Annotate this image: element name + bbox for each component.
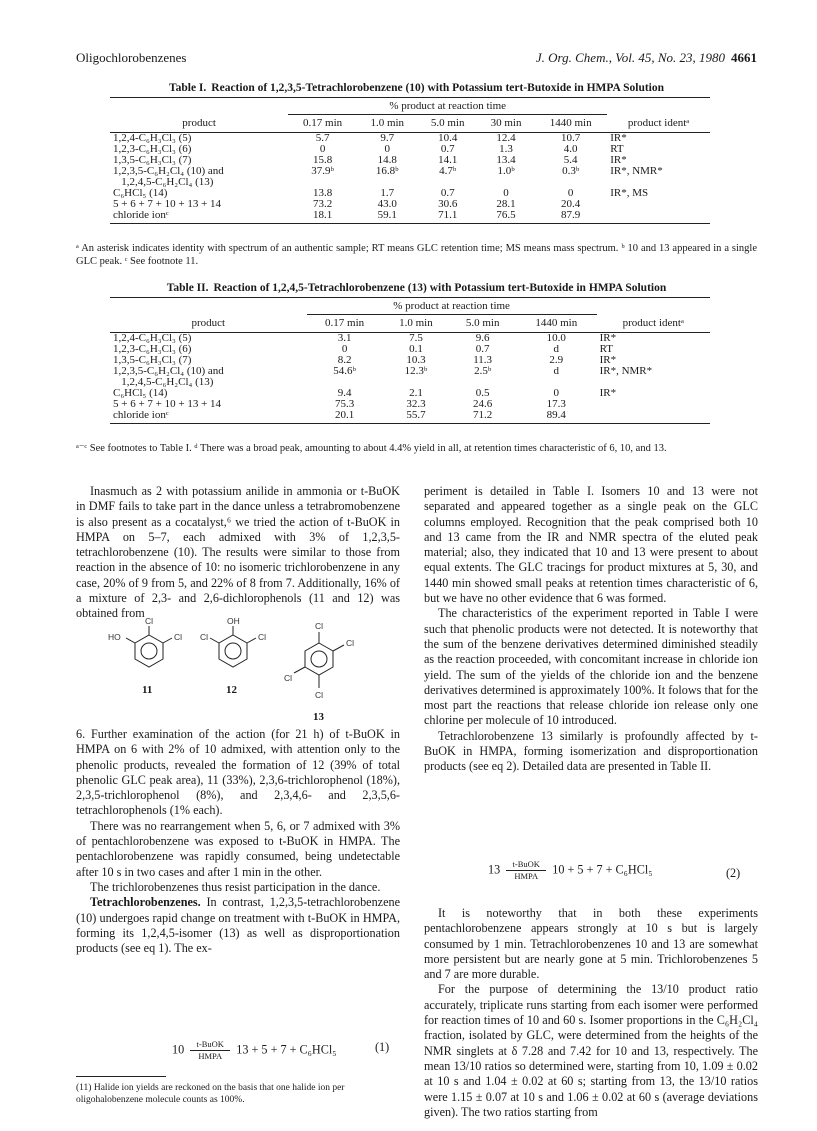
column-header-time: 1440 min bbox=[516, 315, 597, 333]
eq2-products: 10 + 5 + 7 + C₆HCl₅ bbox=[552, 862, 653, 877]
column-header-ident: product identᵃ bbox=[607, 115, 710, 133]
cell-ident: RT bbox=[610, 143, 624, 155]
right-column-top bbox=[424, 484, 758, 775]
cell-value: 10.0 bbox=[546, 332, 566, 344]
table2-title: Reaction of 1,2,4,5-Tetrachlorobenzene (13) with Potassium tert-Butoxide in HMPA Solution bbox=[213, 282, 667, 294]
cell-value: 0 bbox=[553, 387, 560, 399]
cell-value: 14.8 bbox=[377, 154, 397, 166]
column-header-time: 0.17 min bbox=[288, 115, 357, 133]
cell-value: 5.4 bbox=[563, 154, 578, 166]
benzene-ring-11 bbox=[135, 635, 163, 667]
running-head-right bbox=[536, 50, 757, 66]
equation-1 bbox=[172, 1040, 337, 1061]
cell-value: 37.9ᵇ bbox=[311, 165, 334, 177]
cell-product: 1,2,3,5-C₆H₂Cl₄ (10) and bbox=[113, 165, 224, 177]
aromatic-circle bbox=[225, 643, 241, 659]
cell-ident bbox=[597, 410, 710, 424]
eq1-products: 13 + 5 + 7 + C₆HCl₅ bbox=[236, 1042, 337, 1057]
cell-value: 0 bbox=[341, 343, 348, 355]
cell-value: 7.5 bbox=[409, 332, 423, 344]
cell-ident: IR* bbox=[610, 132, 627, 144]
table-row bbox=[110, 199, 710, 210]
atom-label: Cl bbox=[315, 690, 324, 700]
paragraph-text: In contrast, 1,2,3,5-tetrachlorobenzene (10) undergoes rapid change on treatment with t-BuOK in HMPA, forming its 1,2,4,5-isomer (13) as well as disproportionation products (see eq 1). The ex- bbox=[76, 895, 400, 956]
cell-value: 0.7 bbox=[440, 187, 455, 199]
column-header-time: 1.0 min bbox=[383, 315, 450, 333]
equation-1-number: (1) bbox=[375, 1040, 390, 1054]
cell-value: 0.1 bbox=[409, 343, 423, 355]
cell-value: 13.4 bbox=[496, 154, 516, 166]
cell-value: 2.1 bbox=[409, 387, 423, 399]
cell-value: 87.9 bbox=[534, 210, 607, 224]
cell-value: 20.1 bbox=[307, 410, 383, 424]
cell-value: 76.5 bbox=[478, 210, 534, 224]
aromatic-circle bbox=[141, 643, 157, 659]
column-header-ident: product identᵃ bbox=[597, 315, 710, 333]
span-header: % product at reaction time bbox=[307, 300, 597, 315]
cell-value: 71.2 bbox=[449, 410, 516, 424]
column-header-time: 30 min bbox=[478, 115, 534, 133]
left-column-top bbox=[76, 484, 400, 622]
cell-product: 1,2,3,5-C₆H₂Cl₄ (10) and bbox=[113, 365, 224, 377]
cell-value: 5.7 bbox=[315, 132, 330, 144]
cell-value: 32.3 bbox=[406, 398, 426, 410]
cell-ident: IR*, MS bbox=[610, 187, 649, 199]
table2 bbox=[110, 297, 710, 424]
cell-value: 0 bbox=[384, 143, 390, 155]
cell-ident: IR*, NMR* bbox=[599, 365, 653, 377]
blank-header bbox=[607, 100, 710, 115]
right-column-bottom bbox=[424, 906, 758, 1120]
cell-value: d bbox=[553, 365, 560, 377]
cell-value: 9.7 bbox=[380, 132, 395, 144]
blank-header bbox=[110, 100, 288, 115]
paragraph: There was no rearrangement when 5, 6, or 7 admixed with 3% of pentachlorobenzene was exposed to t-BuOK in HMPA. The pentachlorobenzene was rapidly consumed, being undetectable after 10 s in two cases and after 1 min in the other. bbox=[76, 818, 400, 879]
eq2-reactant: 13 bbox=[488, 862, 501, 877]
cell-value: 14.1 bbox=[438, 154, 458, 166]
equation-2-number: (2) bbox=[726, 866, 741, 880]
cell-product: 1,3,5-C₆H₃Cl₃ (7) bbox=[113, 354, 192, 366]
cell-value: 10.7 bbox=[561, 132, 581, 144]
arrow-below: HMPA bbox=[514, 871, 539, 881]
table2-number: Table II. bbox=[166, 282, 209, 294]
table-row bbox=[110, 210, 710, 224]
atom-label: HO bbox=[108, 632, 121, 642]
atom-label: Cl bbox=[174, 632, 183, 642]
atom-label: Cl bbox=[200, 632, 209, 642]
cell-value: 4.7ᵇ bbox=[439, 165, 457, 177]
cell-product: chloride ionᶜ bbox=[110, 410, 307, 424]
cell-value: 71.1 bbox=[417, 210, 477, 224]
blank-header bbox=[110, 300, 307, 315]
paragraph: Inasmuch as 2 with potassium anilide in ammonia or t-BuOK in DMF fails to take part in the dance unless a tetrabromobenzene is also present as a cocatalyst,⁶ we tried the action of t-BuOK in HMPA on 5–7, each admixed with 3% of 1,2,3,5-tetrachlorobenzene (10). The results were similar to those from reaction in the absence of 10: no isomeric trichlorobenzene in any case, 20% of 9 from 5, and 22% of 8 from 7. Additionally, 16% of a mixture of 2,3- and 2,6-dichlorophenols (11 and 12) was obtained from bbox=[76, 484, 400, 621]
footnote-11: (11) Halide ion yields are reckoned on the basis that one halide ion per oligohalobenzene molecule counts as 100%. bbox=[76, 1083, 345, 1105]
cell-product: 1,2,4-C₆H₃Cl₃ (5) bbox=[113, 332, 192, 344]
column-header-product: product bbox=[110, 315, 307, 333]
cell-value: 9.6 bbox=[475, 332, 490, 344]
compound-label-12: 12 bbox=[226, 684, 237, 696]
cell-value: 17.3 bbox=[546, 398, 566, 410]
cell-value: 75.3 bbox=[334, 398, 355, 410]
cell-value: 0.7 bbox=[475, 343, 490, 355]
benzene-ring-13 bbox=[305, 643, 333, 675]
table1 bbox=[110, 97, 710, 224]
table2-footnote: ᵃ⁻ᶜ See footnotes to Table I. ᵈ There was a broad peak, amounting to about 4.4% yield in all, at retention times characteristic of 6, 10, and 13. bbox=[76, 443, 667, 454]
atom-label: Cl bbox=[258, 632, 267, 642]
cell-ident bbox=[607, 210, 710, 224]
cell-value: d bbox=[553, 343, 560, 355]
cell-ident: IR*, NMR* bbox=[610, 165, 663, 177]
cell-ident bbox=[607, 199, 710, 210]
cell-value: 20.4 bbox=[561, 198, 581, 210]
cell-ident: IR* bbox=[599, 332, 617, 344]
atom-label: OH bbox=[227, 616, 240, 626]
arrow-above: t-BuOK bbox=[512, 859, 540, 869]
cell-ident: IR* bbox=[599, 387, 617, 399]
column-header-time: 5.0 min bbox=[449, 315, 516, 333]
cell-value: 89.4 bbox=[516, 410, 597, 424]
table1-caption bbox=[76, 82, 757, 94]
eq1-reactant: 10 bbox=[172, 1042, 185, 1057]
cell-value: 2.9 bbox=[549, 354, 564, 366]
journal-citation: J. Org. Chem., Vol. 45, No. 23, 1980 bbox=[535, 50, 725, 65]
reaction-arrow bbox=[506, 860, 546, 881]
table1-number: Table I. bbox=[168, 82, 207, 94]
cell-value: 12.3ᵇ bbox=[404, 365, 428, 377]
compound-label-11: 11 bbox=[142, 684, 153, 696]
column-header-time: 5.0 min bbox=[417, 115, 477, 133]
benzene-ring-12 bbox=[219, 635, 247, 667]
span-header: % product at reaction time bbox=[288, 100, 607, 115]
cell-value: 11.3 bbox=[473, 354, 493, 366]
table-row bbox=[110, 410, 710, 424]
atom-label: Cl bbox=[315, 621, 324, 631]
page-number: 4661 bbox=[731, 50, 757, 65]
cell-value: 73.2 bbox=[312, 198, 333, 210]
cell-value: 12.4 bbox=[496, 132, 516, 144]
cell-product: 1,2,4-C₆H₃Cl₃ (5) bbox=[113, 132, 192, 144]
equation-2 bbox=[488, 860, 653, 881]
cell-value: 0 bbox=[319, 143, 326, 155]
reaction-arrow bbox=[190, 1040, 230, 1061]
table1-title: Reaction of 1,2,3,5-Tetrachlorobenzene (10) with Potassium tert-Butoxide in HMPA Solution bbox=[211, 82, 665, 94]
cell-product: C₆HCl₅ (14) bbox=[113, 387, 168, 399]
cell-value: 18.1 bbox=[288, 210, 357, 224]
cell-value: 30.6 bbox=[438, 198, 458, 210]
blank-header bbox=[597, 300, 710, 315]
cell-value: 3.1 bbox=[337, 332, 352, 344]
cell-value: 54.6ᵇ bbox=[333, 365, 356, 377]
cell-value: 10.4 bbox=[438, 132, 458, 144]
cell-value: 15.8 bbox=[312, 154, 333, 166]
cell-product: 1,3,5-C₆H₃Cl₃ (7) bbox=[113, 154, 192, 166]
cell-value: 1.7 bbox=[380, 187, 395, 199]
atom-label: Cl bbox=[145, 616, 154, 626]
paragraph: For the purpose of determining the 13/10 product ratio accurately, triplicate runs starting from each isomer were performed for reaction times of 10 and 60 s. Isomer proportions in the C₆H₂Cl₄ fraction, isolated by GLC, were determined from the heights of the NMR singlets at δ 7.28 and 7.42 for 10 and 13, respectively. The mean 13/10 ratios so determined were, starting from 10, 1.09 ± 0.02 at 10 s and 1.04 ± 0.02 at 60 s; starting from 13, the 13/10 ratios were 1.15 ± 0.07 at 10 s and 1.06 ± 0.02 at 60 s (average deviations given). The two ratios starting from bbox=[424, 982, 758, 1119]
running-head-left: Oligochlorobenzenes bbox=[76, 50, 187, 65]
column-header-time: 1440 min bbox=[534, 115, 607, 133]
paragraph: 6. Further examination of the action (for 21 h) of t-BuOK in HMPA on 6 with 2% of 10 admixed, with attention only to the phenolic products, revealed the formation of 12 (39% of total phenolic GLC peak area), 11 (33%), 2,3,6-trichlorophenol (18%), 2,3,5-trichlorophenol (8%), and 2,3,4,6- and 2,3,5,6-tetrachlorophenols (1% each). bbox=[76, 727, 400, 818]
cell-value: 0 bbox=[503, 187, 509, 199]
cell-value: 16.8ᵇ bbox=[375, 165, 399, 177]
cell-value: 9.4 bbox=[337, 387, 352, 399]
cell-value: 13.8 bbox=[312, 187, 333, 199]
cell-ident bbox=[597, 399, 710, 410]
cell-value: 55.7 bbox=[383, 410, 450, 424]
cell-value: 0.3ᵇ bbox=[562, 165, 580, 177]
arrow-below: HMPA bbox=[198, 1051, 223, 1061]
table1-footnote: ᵃ An asterisk indicates identity with spectrum of an authentic sample; RT means GLC retention time; MS means mass spectrum. ᵇ 10 and 13 appeared in a single GLC peak. ᶜ See footnote 11. bbox=[76, 243, 757, 267]
atom-label: Cl bbox=[284, 673, 293, 683]
column-header-time: 0.17 min bbox=[307, 315, 383, 333]
paragraph: It is noteworthy that in both these experiments pentachlorobenzene appears strongly at 10 s but is largely consumed by 1 min. Tetrachlorobenzenes 10 and 13 are somewhat more persistent but are nearly gone at 5 min. Trichlorobenzenes 5 and 7 are more durable. bbox=[424, 906, 758, 982]
column-header-time: 1.0 min bbox=[357, 115, 417, 133]
table2-caption bbox=[76, 282, 757, 294]
atom-label: Cl bbox=[346, 638, 355, 648]
cell-value: 1.0ᵇ bbox=[497, 165, 515, 177]
cell-value: 2.5ᵇ bbox=[474, 365, 492, 377]
cell-value: 0 bbox=[567, 187, 574, 199]
cell-product: 1,2,4,5-C₆H₂Cl₄ (13) bbox=[113, 176, 214, 188]
cell-value: 28.1 bbox=[496, 198, 516, 210]
cell-product: chloride ionᶜ bbox=[110, 210, 288, 224]
paragraph: The characteristics of the experiment reported in Table I were such that phenolic products were not detected. It is noteworthy that the sum of the benzene derivatives determined diminished steadily as the reaction proceeded, with concomitant increase in chloride ion yield. The sum of the yields of the chloride ion and the benzene derivatives determined is approximately 100%. It folows that for the most part the reactions that release chloride ion release only one chlorine per molecule of 10 introduced. bbox=[424, 606, 758, 728]
section-heading: Tetrachlorobenzenes. bbox=[90, 895, 201, 910]
left-column-bottom bbox=[76, 727, 400, 956]
paragraph: The trichlorobenzenes thus resist participation in the dance. bbox=[90, 879, 381, 894]
cell-product: 1,2,3-C₆H₃Cl₃ (6) bbox=[113, 343, 192, 355]
cell-product: 5 + 6 + 7 + 10 + 13 + 14 bbox=[113, 398, 222, 410]
cell-product: 1,2,3-C₆H₃Cl₃ (6) bbox=[113, 143, 192, 155]
cell-value: 1.3 bbox=[499, 143, 513, 155]
cell-value: 0.7 bbox=[440, 143, 455, 155]
cell-value: 24.6 bbox=[473, 398, 493, 410]
paragraph: Tetrachlorobenzene 13 similarly is profoundly affected by t-BuOK in HMPA, forming isomerization and disproportionation products (see eq 2). Detailed data are presented in Table II. bbox=[424, 728, 758, 774]
compound-label-13: 13 bbox=[313, 711, 324, 723]
cell-product: 1,2,4,5-C₆H₂Cl₄ (13) bbox=[113, 376, 214, 388]
column-header-product: product bbox=[110, 115, 288, 133]
cell-value: 10.3 bbox=[406, 354, 426, 366]
cell-value: 4.0 bbox=[563, 143, 578, 155]
cell-product: C₆HCl₅ (14) bbox=[113, 187, 168, 199]
cell-ident: IR* bbox=[599, 354, 617, 366]
cell-value: 59.1 bbox=[357, 210, 417, 224]
footnote-rule bbox=[76, 1076, 166, 1077]
cell-product: 5 + 6 + 7 + 10 + 13 + 14 bbox=[113, 198, 222, 210]
cell-ident: IR* bbox=[610, 154, 627, 166]
cell-ident: RT bbox=[599, 343, 613, 355]
paragraph bbox=[76, 895, 400, 956]
cell-value: 43.0 bbox=[377, 198, 397, 210]
paragraph: periment is detailed in Table I. Isomers 10 and 13 were not separated and appeared together as a single peak on the GLC columns employed. Recognition that the peak comprised both 10 and 13 came from the IR and NMR spectra of the eluted peak material; also, they indicated that 10 and 13 were present to about equal extents. The GLC tracings for product mixtures at 5, 30, and 1440 min showed small peaks at retention times characteristic of 6, but we have no other evidence that 6 was formed. bbox=[424, 484, 758, 606]
arrow-above: t-BuOK bbox=[196, 1039, 224, 1049]
cell-value: 8.2 bbox=[337, 354, 352, 366]
aromatic-circle bbox=[311, 651, 327, 667]
cell-value: 0.5 bbox=[475, 387, 490, 399]
